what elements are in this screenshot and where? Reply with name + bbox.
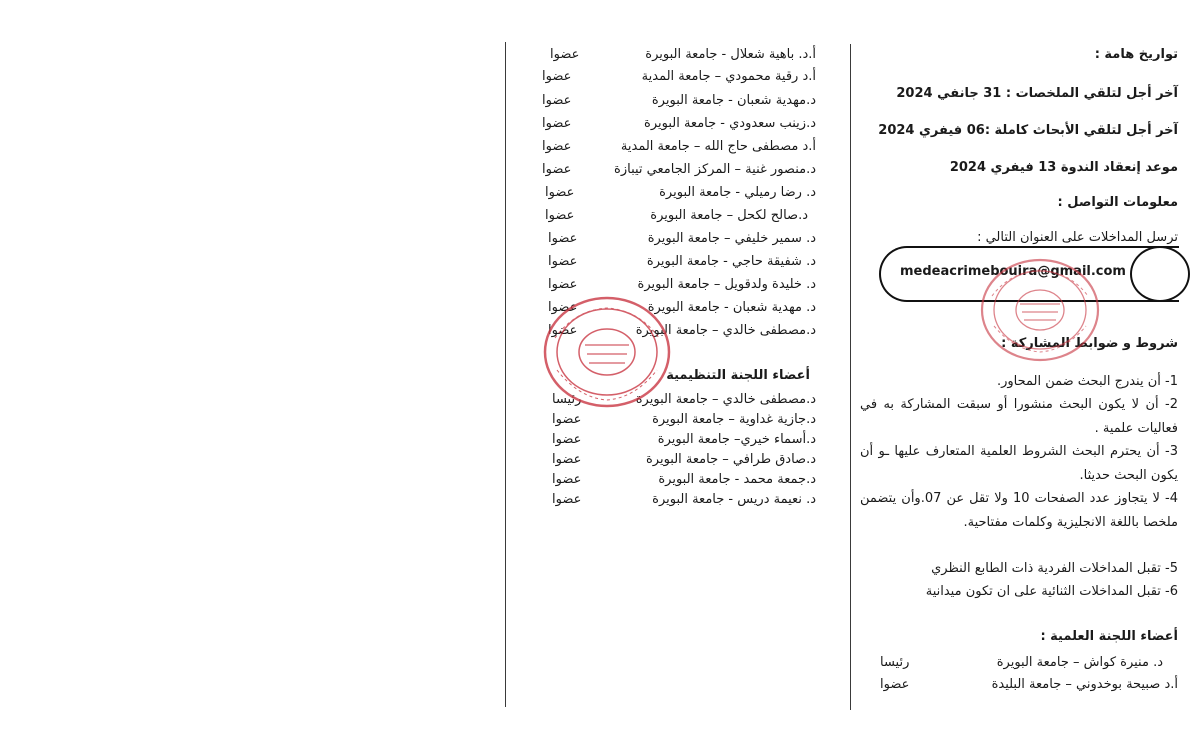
member-role: عضوا [880, 677, 910, 692]
member-role: رئيسا [880, 655, 910, 670]
member-name: د.منصور غنية – المركز الجامعي تيبازة [614, 162, 816, 177]
member-name: د. رضا رميلي - جامعة البويرة [659, 185, 816, 200]
member-role: عضوا [548, 323, 578, 338]
member-name: أ.د صبيحة بوخدوني – جامعة البليدة [991, 677, 1178, 692]
member-role: عضوا [550, 47, 580, 62]
member-name: د.صالح لكحل – جامعة البويرة [650, 208, 808, 223]
member-role: عضوا [548, 277, 578, 292]
condition-6: 6- تقبل المداخلات الثنائية على ان تكون ميدانية [925, 584, 1178, 599]
member-name: أ.د رقية محمودي – جامعة المدية [641, 69, 816, 84]
member-role: عضوا [552, 472, 582, 487]
right-divider [850, 44, 851, 710]
member-name: أ.د مصطفى حاج الله – جامعة المدية [620, 139, 816, 154]
member-name: د.أسماء خيري– جامعة البويرة [657, 432, 816, 447]
condition-3: 3- أن يحترم البحث الشروط العلمية المتعارف عليها ـو أن يكون البحث حديثا. [860, 444, 1178, 483]
member-role: عضوا [542, 69, 572, 84]
member-name: د.مهدية شعبان - جامعة البويرة [651, 93, 816, 108]
organizing-heading: أعضاء اللجنة التنظيمية [666, 368, 810, 383]
email-frame-cap [1130, 246, 1190, 302]
member-role: عضوا [542, 162, 572, 177]
dates-heading: تواريخ هامة : [1094, 47, 1178, 62]
member-role: عضوا [548, 254, 578, 269]
member-name: د.جمعة محمد - جامعة البويرة [658, 472, 816, 487]
member-name: د.صادق طرافي – جامعة البويرة [645, 452, 816, 467]
member-role: عضوا [545, 208, 575, 223]
member-role: عضوا [542, 93, 572, 108]
member-role: رئيسا [552, 392, 582, 407]
email-address[interactable]: medeacrimebouira@gmail.com [900, 264, 1126, 279]
member-name: د. خليدة ولدقويل – جامعة البويرة [637, 277, 816, 292]
member-role: عضوا [552, 452, 582, 467]
member-name: د. سمير خليفي – جامعة البويرة [647, 231, 816, 246]
date-seminar: موعد إنعقاد الندوة 13 فيفري 2024 [949, 160, 1178, 175]
scientific-heading: أعضاء اللجنة العلمية : [1040, 629, 1178, 644]
member-name: د. مهدية شعبان - جامعة البويرة [647, 300, 816, 315]
condition-2: 2- أن لا يكون البحث منشورا أو سبقت المشاركة به في فعاليات علمية . [860, 397, 1178, 436]
member-name: د. نعيمة دريس - جامعة البويرة [652, 492, 816, 507]
member-name: د.زينب سعدودي - جامعة البويرة [644, 116, 816, 131]
contact-line: ترسل المداخلات على العنوان التالي : [977, 230, 1178, 245]
date-abstracts: آخر أجل لتلقي الملخصات : 31 جانفي 2024 [896, 86, 1178, 101]
member-name: أ.د. باهية شعلال - جامعة البويرة [645, 47, 816, 62]
member-role: عضوا [548, 300, 578, 315]
member-name: د. منيرة كواش – جامعة البويرة [996, 655, 1163, 670]
conditions-heading: شروط و ضوابط المشاركة : [1001, 336, 1178, 351]
member-name: د.مصطفى خالدي – جامعة البويرة [635, 323, 816, 338]
member-name: د. شفيقة حاجي - جامعة البويرة [646, 254, 816, 269]
contact-heading: معلومات التواصل : [1057, 195, 1178, 210]
member-name: د.مصطفى خالدي – جامعة البويرة [635, 392, 816, 407]
member-role: عضوا [542, 116, 572, 131]
member-role: عضوا [548, 231, 578, 246]
member-role: عضوا [552, 412, 582, 427]
member-role: عضوا [552, 492, 582, 507]
member-role: عضوا [545, 185, 575, 200]
date-papers: آخر أجل لتلقي الأبحاث كاملة :06 فيفري 2024 [878, 123, 1178, 138]
member-role: عضوا [552, 432, 582, 447]
left-divider [505, 42, 506, 707]
condition-4: 4- لا يتجاوز عدد الصفحات 10 ولا تقل عن 07.وأن يتضمن ملخصا باللغة الانجليزية وكلمات مفتاحية. [860, 491, 1178, 530]
member-role: عضوا [542, 139, 572, 154]
member-name: د.جازية غداوية – جامعة البويرة [652, 412, 816, 427]
condition-1: 1- أن يندرج البحث ضمن المحاور. [996, 374, 1178, 389]
condition-5: 5- تقبل المداخلات الفردية ذات الطابع النظري [931, 561, 1178, 576]
